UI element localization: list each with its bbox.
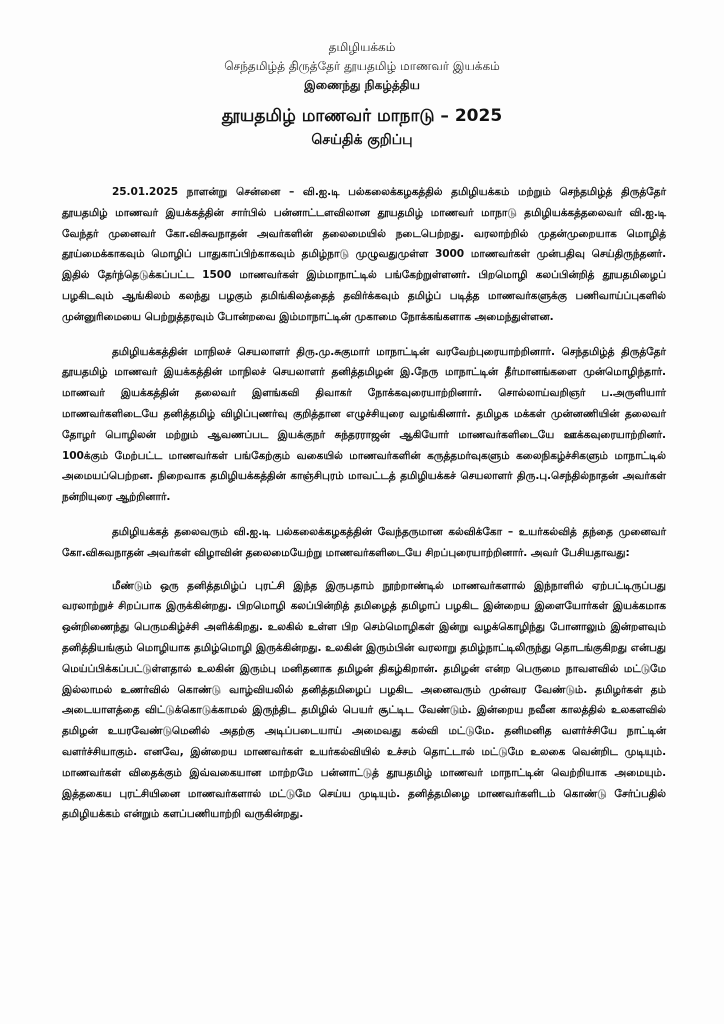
- paragraph-speakers: தமிழியக்கத்தின் மாநிலச் செயலாளர் திரு.மு.சுகுமார் மாநாட்டின் வரவேற்புரையாற்றினார். செந்தமிழ்த் திருத்தேர் தூயதமிழ் மாணவர் இயக்கத்தின் மாநிலச் செயலாளர் தனித்தமிழன் இ.நேரு மாநாட்டின் தீர்மானங்களை முன்மொழிந்தார். மாணவர் இயக்கத்தின் தலைவர் இளங்கவி திவாகர் நோக்கவுரையாற்றினார். சொல்லாய்வறிஞர் ப.அருளியார் மாணவர்களிடையே தனித்தமிழ் விழிப்புணர்வு குறித்தான எழுச்சியுரை வழங்கினார். தமிழக மக்கள் முன்னணியின் தலைவர் தோழர் பொழிலன் மற்றும் ஆவணப்பட இயக்குநர் சுந்தரராஜன் ஆகியோர் மாணவர்களிடையே ஊக்கவுரையாற்றினர். 100க்கும் மேற்பட்ட மாணவர்கள் பங்கேற்கும் வகையில் மாணவர்களின் கருத்தமர்வுகளும் கலைநிகழ்ச்சிகளும் மாநாட்டில் அமையப்பெற்றன. நிறைவாக தமிழியக்கத்தின் காஞ்சிபுரம் மாவட்டத் தமிழியக்கச் செயலாளர் திரு.பு.செந்தில்நாதன் அவர்கள் நன்றியுரை ஆற்றினார்.: [62, 345, 666, 504]
- joint-organizers-line: இணைந்து நிகழ்த்திய: [304, 78, 420, 92]
- paragraph-chief-address-intro: தமிழியக்கத் தலைவரும் வி.ஐ.டி பல்கலைக்கழகத்தின் வேந்தருமான கல்விக்கோ – உயர்கல்வித் தந்தை முனைவர் கோ.விசுவநாதன் அவர்கள் விழாவின் தலைமையேற்று மாணவர்களிடையே சிறப்புரையாற்றினார். அவர் பேசியதாவது:: [62, 525, 666, 559]
- paragraph-event-summary: 25.01.2025 நாளன்று சென்னை – வி.ஐ.டி பல்கலைக்கழகத்தில் தமிழியக்கம் மற்றும் செந்தமிழ்த் திருத்தேர் தூயதமிழ் மாணவர் இயக்கத்தின் சார்பில் பன்னாட்டளவிலான தூயதமிழ் மாணவர் மாநாடு தமிழியக்கத்தலைவர் வி.ஐ.டி வேந்தர் முனைவர் கோ.விசுவநாதன் அவர்களின் தலைமையில் நடைபெற்றது. வரலாற்றில் முதன்முறையாக மொழித் தூய்மைக்காகவும் மொழிப் பாதுகாப்பிற்காகவும் தமிழ்நாடு முழுவதுமுள்ள 3000 மாணவர்கள் முன்பதிவு செய்திருந்தனர். இதில் தேர்ந்தெடுக்கப்பட்ட 1500 மாணவர்கள் இம்மாநாட்டில் பங்கேற்றுள்ளனர். பிறமொழி கலப்பின்றித் தூயதமிழைப் பழகிடவும் ஆங்கிலம் கலந்து பழகும் தமிங்கிலத்தைத் தவிர்க்கவும் தமிழ்ப் படித்த மாணவர்களுக்கு பணிவாய்ப்புகளில் முன்னுரிமையை பெற்றுத்தரவும் போன்றவை இம்மாநாட்டின் முகாமை நோக்கங்களாக அமைந்துள்ளன.: [62, 186, 666, 323]
- document-subtitle: செய்திக் குறிப்பு: [311, 132, 413, 148]
- paragraph-speech: மீண்டும் ஒரு தனித்தமிழ்ப் புரட்சி இந்த இருபதாம் நூற்றாண்டில் மாணவர்களால் இந்நாளில் ஏற்பட்டிருப்பது வரலாற்றுச் சிறப்பாக இருக்கின்றது. பிறமொழி கலப்பின்றித் தமிழைத் தமிழாப் பழகிட இன்றைய இளையோர்கள் இயக்கமாக ஒன்றிணைந்து பெருமகிழ்ச்சி அளிக்கிறது. உலகில் உள்ள பிற செம்மொழிகள் இன்று வழக்கொழிந்து போனாலும் இன்றளவும் தனித்தியங்கும் மொழியாக தமிழ்மொழி இருக்கின்றது. உலகின் இரும்பின் வரலாறு தமிழ்நாட்டிலிருந்து தொடங்குகிறது என்பது மெய்ப்பிக்கப்பட்டுள்ளதால் உலகின் இரும்பு மனிதனாக தமிழன் திகழ்கிறான். தமிழன் என்ற பெருமை நாவளவில் மட்டுமே இல்லாமல் உணர்வில் கொண்டு வாழ்வியலில் தனித்தமிழைப் பழகிட அனைவரும் முன்வர வேண்டும். தமிழர்கள் தம் அடையாளத்தை விட்டுக்கொடுக்காமல் இருந்திட தமிழில் பெயர் சூட்டிட வேண்டும். இன்றைய நவீன காலத்தில் உலகளவில் தமிழன் உயரவேண்டுமெனில் அதற்கு அடிப்படையாய் அமைவது கல்வி மட்டுமே. தனிமனித வளர்ச்சியே நாட்டின் வளர்ச்சியாகும். எனவே, இன்றைய மாணவர்கள் உயர்கல்வியில் உச்சம் தொட்டால் மட்டுமே உலகை வென்றிட முடியும். மாணவர்கள் விதைக்கும் இவ்வகையான மாற்றமே பன்னாட்டுத் தூயதமிழ் மாணவர் மாநாட்டின் வெற்றியாக அமையும். இத்தகைய புரட்சியினை மாணவர்களால் மட்டுமே செய்ய முடியும். தனித்தமிழை மாணவர்களிடம் கொண்டு சேர்ப்பதில் தமிழியக்கம் என்றும் களப்பணியாற்றி வருகின்றது.: [62, 579, 666, 821]
- organization-name: தமிழியக்கம்: [328, 40, 396, 54]
- document-header: [0, 38, 724, 151]
- document-body: [62, 182, 666, 835]
- document-title: தூயதமிழ் மாணவர் மாநாடு – 2025: [221, 106, 503, 126]
- association-name: செந்தமிழ்த் திருத்தேர் தூயதமிழ் மாணவர் இயக்கம்: [224, 59, 500, 73]
